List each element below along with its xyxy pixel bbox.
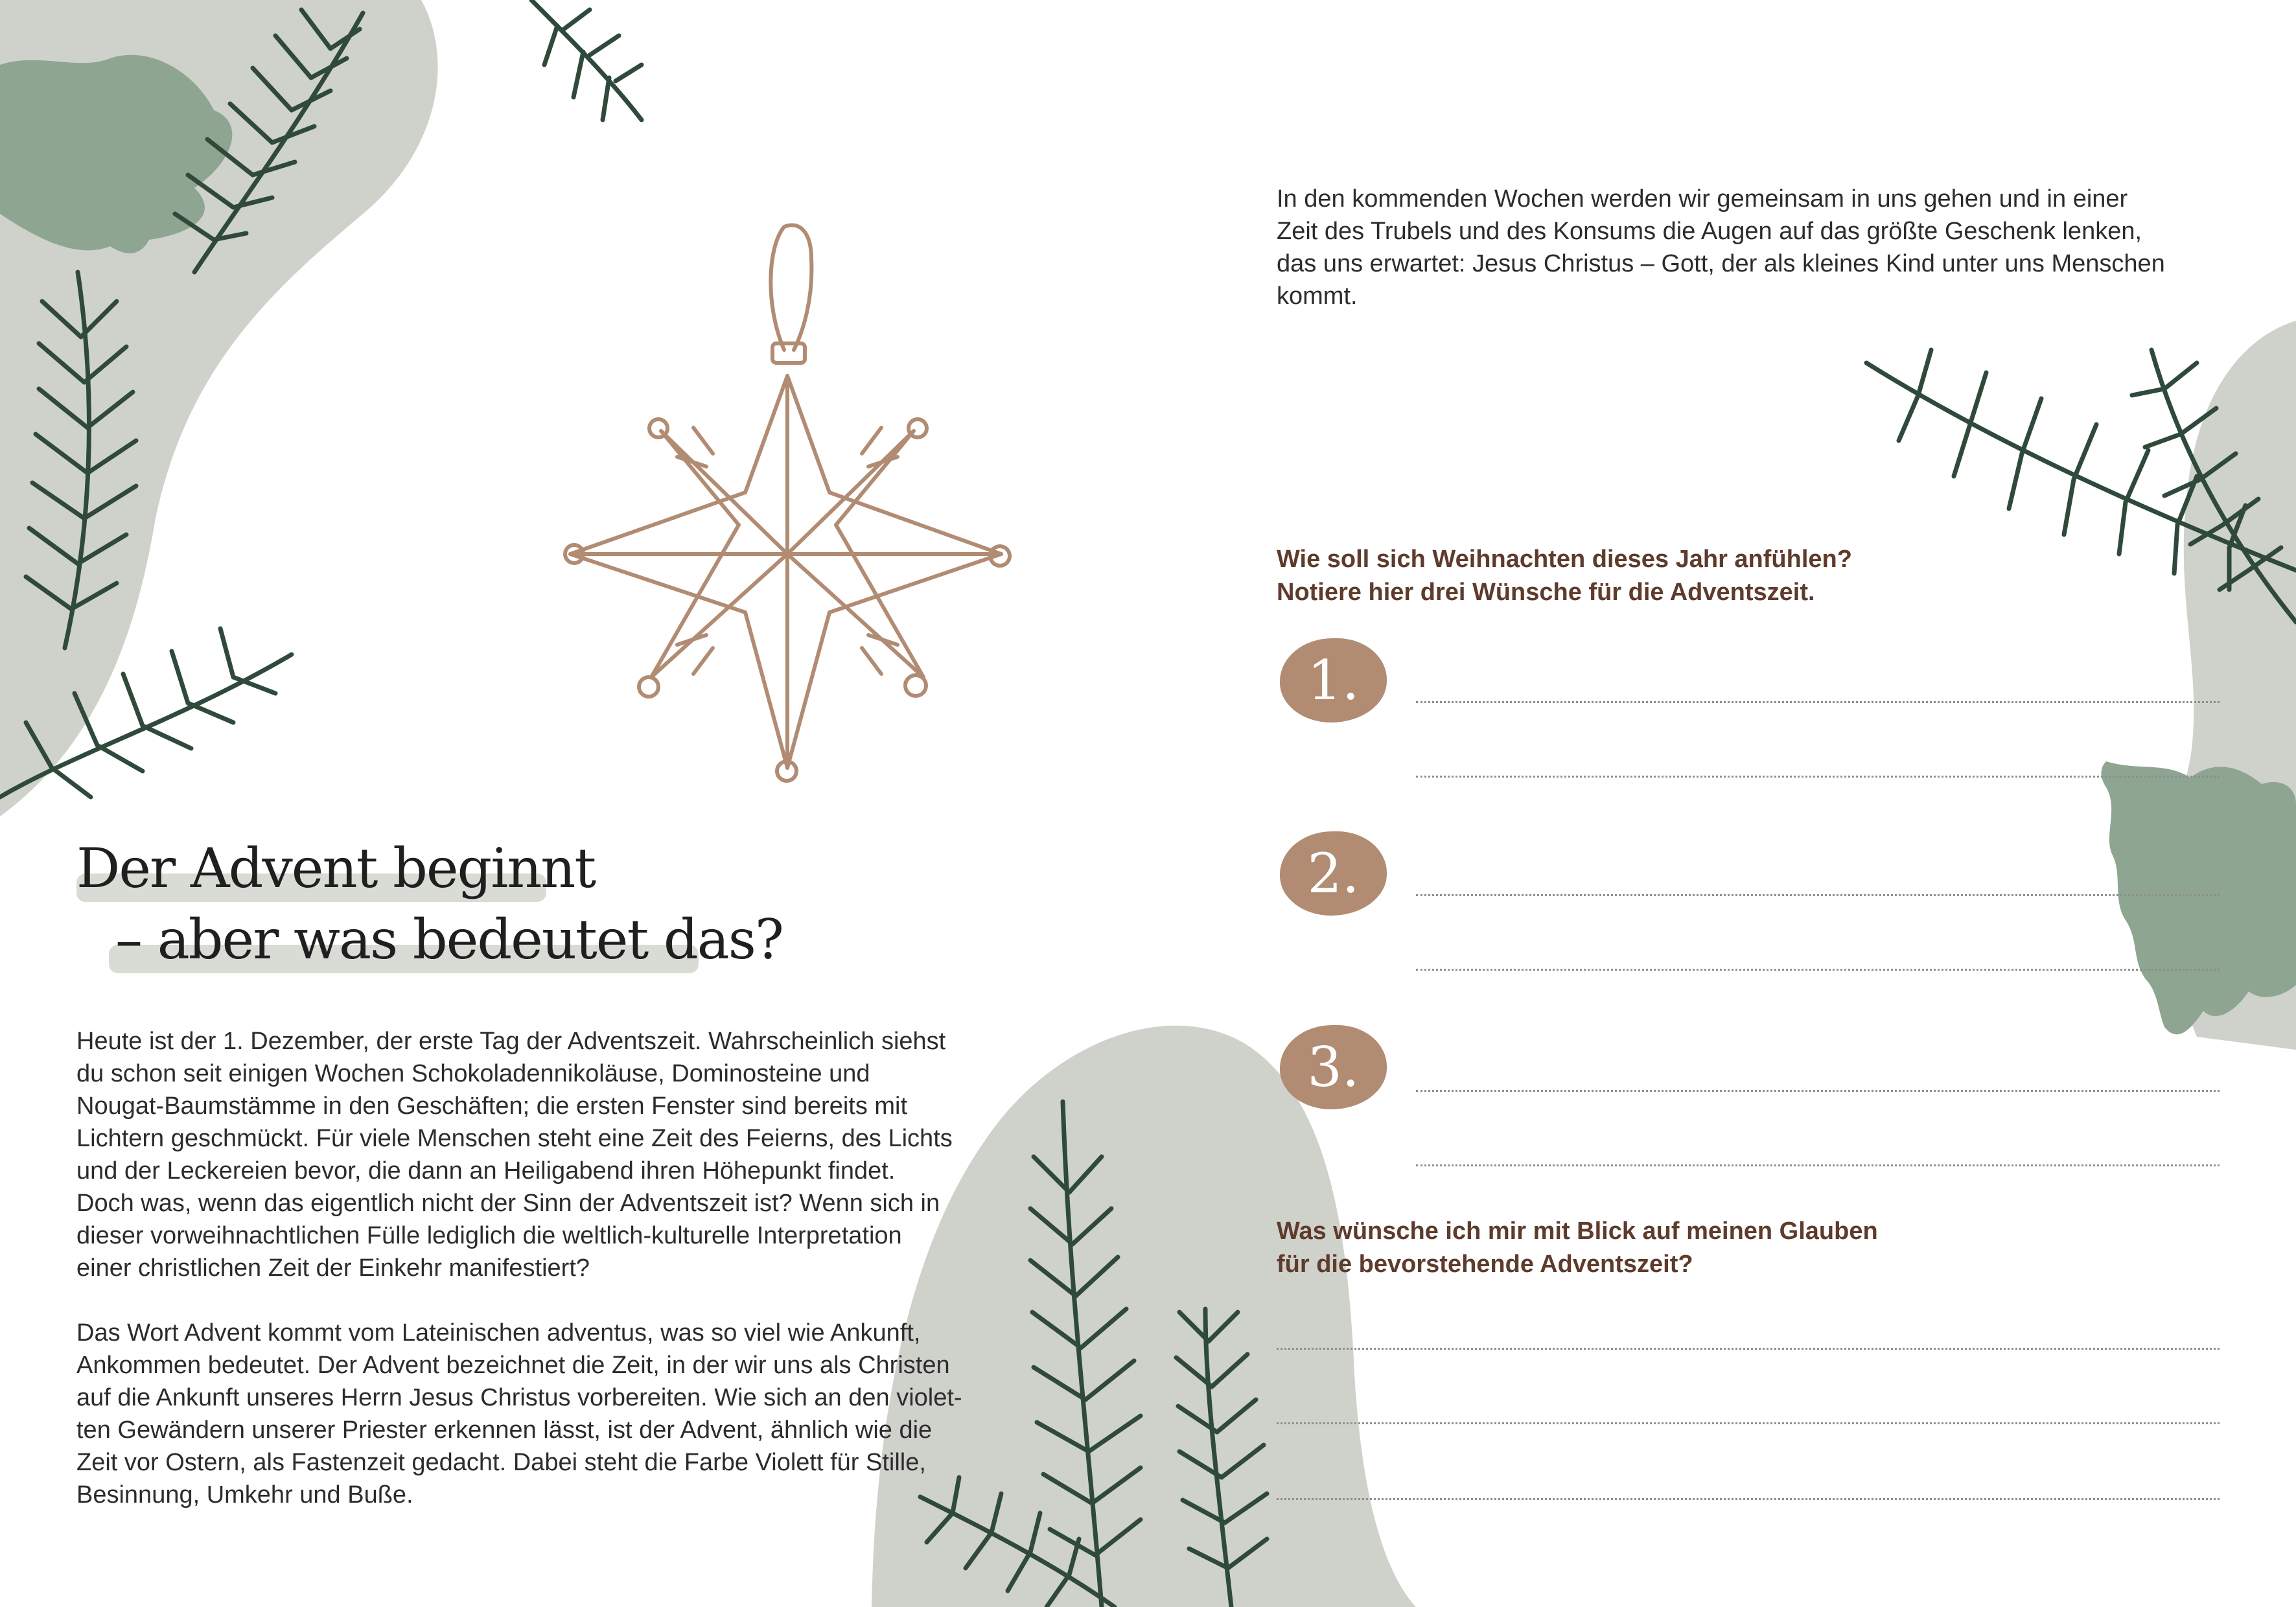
faith-write-line[interactable] bbox=[1277, 1422, 2220, 1424]
wish-number-badge: 2. bbox=[1280, 831, 1387, 916]
wish-number-badge: 1. bbox=[1280, 638, 1387, 723]
faith-write-line[interactable] bbox=[1277, 1498, 2220, 1500]
wish-2-write-line[interactable] bbox=[1416, 969, 2220, 971]
page-title-line2: – aber was bedeutet das? bbox=[115, 908, 783, 971]
wish-2-write-line[interactable] bbox=[1416, 894, 2220, 896]
holly-leaf-icon bbox=[2102, 761, 2296, 1034]
page-title-line1: Der Advent beginnt bbox=[76, 837, 596, 900]
question-wishes: Wie soll sich Weihnachten dieses Jahr anfühlen? Notiere hier drei Wünsche für die Adventszeit. bbox=[1277, 546, 1852, 606]
body-paragraph-1: Heute ist der 1. Dezember, der erste Tag der Adventszeit. Wahrscheinlich siehst du schon seit einigen Wochen Schokoladennikoläuse, Dominosteine und Nougat-Baumstämme in den Geschäften; die ersten Fenster sind bereits mit Lichtern geschmückt. Für viele Menschen steht eine Zeit des Feierns, des Lichts und der Leckereien bevor, die dann an Heiligabend ihren Höhepunkt findet. Doch was, wenn das eigentlich nicht der Sinn der Adventszeit ist? Wenn sich in dieser vorweihnachtlichen Fülle lediglich die weltlich-kulturelle Interpretation einer christlichen Zeit der Einkehr manifestiert? bbox=[76, 1028, 953, 1282]
wish-1-write-line[interactable] bbox=[1416, 776, 2220, 778]
wish-1-write-line[interactable] bbox=[1416, 701, 2220, 703]
star-ornament-icon bbox=[565, 225, 1010, 781]
faith-write-line[interactable] bbox=[1277, 1348, 2220, 1350]
wish-3-write-line[interactable] bbox=[1416, 1090, 2220, 1092]
body-paragraph-2: Das Wort Advent kommt vom Lateinischen adventus, was so viel wie Ankunft, Ankommen bedeutet. Der Advent bezeichnet die Zeit, in der wir uns als Christen auf die Ankunft unseres Herrn Jesus Christus vorbereiten. Wie sich an den violet- ten Gewändern unserer Priester erkennen lässt, ist der Advent, ähnlich wie die Zeit vor Ostern, als Fastenzeit gedacht. Dabei steht die Farbe Violett für Stille, Besinnung, Umkehr und Buße. bbox=[76, 1319, 962, 1509]
wish-3-write-line[interactable] bbox=[1416, 1164, 2220, 1166]
question-faith: Was wünsche ich mir mit Blick auf meinen Glauben für die bevorstehende Adventszeit? bbox=[1277, 1218, 1878, 1278]
intro-paragraph: In den kommenden Wochen werden wir gemeinsam in uns gehen und in einer Zeit des Trubels und des Konsums die Augen auf das größte Geschenk lenken, das uns erwartet: Jesus Christus – Gott, der als kleines Kind unter uns Menschen kommt. bbox=[1277, 185, 2165, 310]
wish-number-badge: 3. bbox=[1280, 1025, 1387, 1109]
